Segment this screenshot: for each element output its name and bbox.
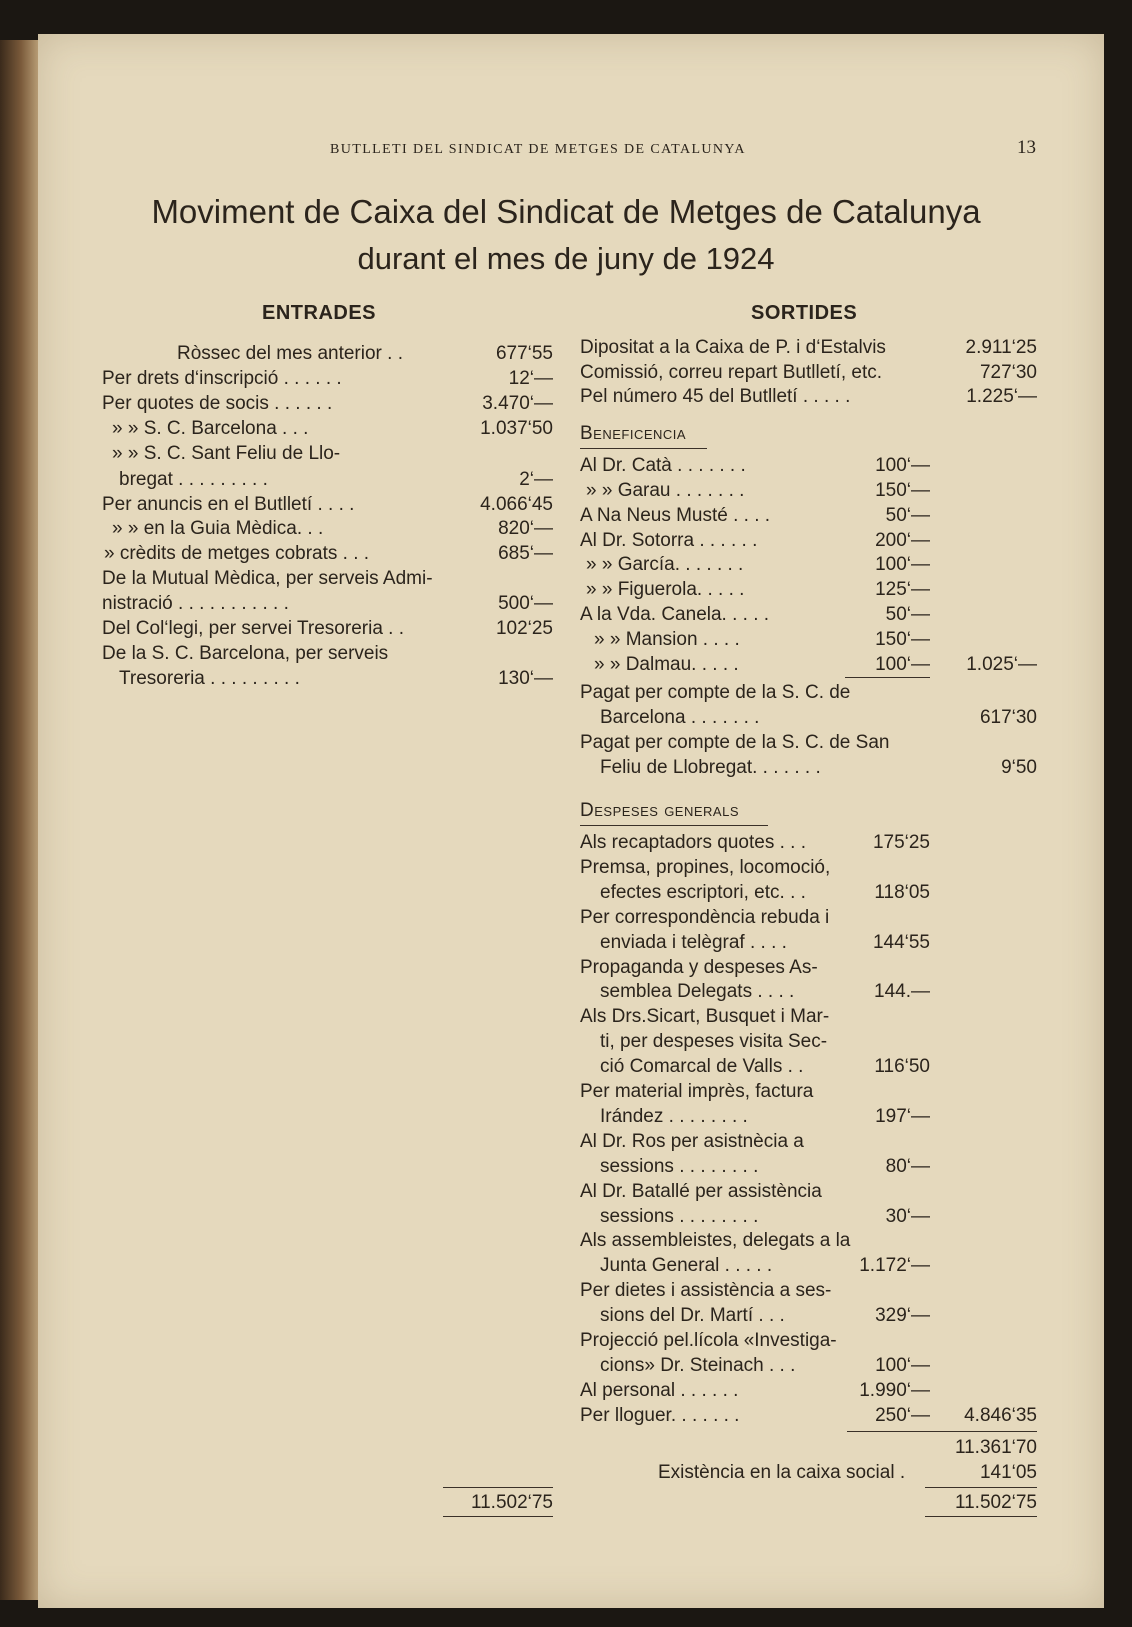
entrades-row-amount: 130‘—	[498, 668, 553, 689]
pagat-amount: 617‘30	[979, 707, 1037, 728]
despeses-row-amount: 80‘—	[885, 1155, 930, 1177]
beneficencia-row-amount: 50‘—	[885, 604, 930, 625]
despeses-row-amount: 100‘—	[875, 1354, 930, 1376]
entrades-row-amount: 685‘—	[498, 543, 553, 564]
entrades-total-underline	[443, 1516, 553, 1517]
despeses-row-amount: 175‘25	[872, 832, 930, 853]
entrades-row-label: De la S. C. Barcelona, per serveis	[102, 643, 389, 664]
despeses-row-amount: 329‘—	[875, 1305, 930, 1327]
entrades-row-label: » » S. C. Sant Feliu de Llo-	[112, 443, 341, 464]
entrades-row-label: bregat . . . . . . . . .	[119, 469, 268, 490]
despeses-total: 4.846‘35	[964, 1404, 1037, 1426]
despeses-row-label: sions del Dr. Martí . . .	[600, 1305, 785, 1327]
beneficencia-row-label: » » Garau . . . . . . .	[586, 480, 745, 501]
beneficencia-row-label: » » García. . . . . . .	[586, 554, 744, 575]
despeses-row-label: sessions . . . . . . . .	[600, 1205, 759, 1227]
entrades-row-label: Per quotes de socis . . . . . .	[102, 393, 333, 414]
beneficencia-heading: Beneficencia	[580, 423, 687, 444]
sortides-row-amount: 727‘30	[979, 362, 1037, 383]
entrades-row-amount: 12‘—	[508, 368, 553, 389]
pagat-line: Pagat per compte de la S. C. de San	[580, 732, 890, 753]
entrades-row-label: Ròssec del mes anterior . .	[177, 343, 403, 364]
despeses-row-label: Per material imprès, factura	[580, 1081, 814, 1102]
sortides-row-label: Comissió, correu repart Butlletí, etc.	[580, 362, 882, 383]
existencia-label: Existència en la caixa social .	[658, 1462, 906, 1483]
despeses-row-label: Propaganda y despeses As-	[580, 956, 818, 978]
despeses-row-label: sessions . . . . . . . .	[600, 1155, 759, 1177]
existencia-amount: 141‘05	[979, 1462, 1037, 1483]
pagat-amount: 9‘50	[1001, 757, 1037, 778]
beneficencia-row-amount: 100‘—	[875, 554, 930, 575]
beneficencia-row-amount: 100‘—	[875, 654, 930, 675]
despeses-heading: Despeses generals	[580, 800, 739, 821]
running-header: BUTLLETI DEL SINDICAT DE METGES DE CATALUNYA	[330, 142, 746, 157]
despeses-row-amount: 1.172‘—	[859, 1255, 930, 1277]
entrades-row-amount: 3.470‘—	[482, 393, 553, 414]
despeses-row-label: semblea Delegats . . . .	[600, 981, 795, 1003]
entrades-row-amount: 2‘—	[519, 469, 553, 490]
beneficencia-row-amount: 100‘—	[875, 455, 930, 476]
sortides-total-underline	[925, 1516, 1037, 1517]
despeses-heading-rule	[580, 825, 768, 826]
beneficencia-row-label: A Na Neus Musté . . . .	[580, 505, 771, 526]
entrades-row-label: » » S. C. Barcelona . . .	[112, 418, 309, 439]
beneficencia-row-label: A la Vda. Canela. . . . .	[580, 604, 770, 625]
beneficencia-heading-rule	[580, 448, 707, 449]
beneficencia-subtotal-rule	[845, 677, 930, 678]
despeses-row-amount: 144‘55	[872, 931, 930, 953]
entrades-row-amount: 4.066‘45	[480, 494, 553, 515]
entrades-row-label: De la Mutual Mèdica, per serveis Admi-	[102, 568, 433, 589]
beneficencia-row-amount: 150‘—	[875, 480, 930, 501]
despeses-row-label: Junta General . . . . .	[600, 1255, 773, 1277]
entrades-row-amount: 820‘—	[498, 518, 553, 539]
page-number: 13	[1017, 137, 1036, 158]
despeses-row-label: Per dietes i assistència a ses-	[580, 1280, 832, 1302]
entrades-row-amount: 677‘55	[495, 343, 553, 364]
sortides-row-label: Pel número 45 del Butlletí . . . . .	[580, 386, 851, 407]
pagat-line: Barcelona . . . . . . .	[600, 707, 760, 728]
despeses-row-amount: 1.990‘—	[859, 1379, 930, 1401]
despeses-row-label: Al Dr. Ros per asistnècia a	[580, 1130, 804, 1152]
despeses-row-label: ti, per despeses visita Sec-	[600, 1031, 828, 1053]
despeses-row-label: Irández . . . . . . . .	[600, 1105, 748, 1127]
entrades-row-label: Del Col‘legi, per servei Tresoreria . .	[102, 618, 404, 639]
despeses-row-amount: 144.—	[874, 981, 930, 1003]
despeses-row-label: Projecció pel.lícola «Investiga-	[580, 1330, 837, 1351]
pagat-line: Pagat per compte de la S. C. de	[580, 682, 851, 703]
despeses-row-amount: 197‘—	[875, 1105, 930, 1127]
despeses-row-label: Al Dr. Batallé per assistència	[580, 1180, 822, 1202]
beneficencia-row-amount: 200‘—	[875, 530, 930, 551]
despeses-row-amount: 118‘05	[874, 881, 930, 903]
entrades-row-label: » crèdits de metges cobrats . . .	[104, 543, 370, 564]
sortides-subtotal-rule	[847, 1431, 1037, 1432]
despeses-row-amount: 250‘—	[875, 1404, 930, 1426]
beneficencia-row-label: » » Dalmau. . . . .	[594, 654, 739, 675]
despeses-row-label: Als assembleistes, delegats a la	[580, 1230, 851, 1252]
despeses-row-amount: 116‘50	[874, 1056, 930, 1078]
pagat-line: Feliu de Llobregat. . . . . . .	[600, 757, 821, 778]
document-subtitle: durant el mes de juny de 1924	[357, 241, 775, 276]
beneficencia-row-amount: 50‘—	[885, 505, 930, 526]
entrades-row-amount: 500‘—	[498, 593, 553, 614]
despeses-row-label: Als recaptadors quotes . . .	[580, 832, 807, 853]
beneficencia-row-amount: 125‘—	[875, 579, 930, 600]
sortides-total-rule	[925, 1487, 1037, 1488]
despeses-row-amount: 30‘—	[885, 1205, 930, 1227]
sortides-grand-total: 11.502‘75	[954, 1492, 1037, 1513]
despeses-row-label: cions» Dr. Steinach . . .	[600, 1354, 796, 1376]
document-title: Moviment de Caixa del Sindicat de Metges de Catalunya	[151, 193, 981, 230]
entrades-total: 11.502‘75	[470, 1492, 553, 1513]
entrades-row-label: » » en la Guia Mèdica. . .	[112, 518, 324, 539]
despeses-row-label: Per lloguer. . . . . . .	[580, 1404, 740, 1426]
entrades-total-rule	[443, 1487, 553, 1488]
sortides-subtotal: 11.361‘70	[954, 1437, 1037, 1458]
entrades-row-label: Tresoreria . . . . . . . . .	[119, 668, 300, 689]
beneficencia-row-label: Al Dr. Catà . . . . . . .	[580, 455, 746, 476]
sortides-heading: SORTIDES	[751, 302, 858, 324]
entrades-row-amount: 1.037‘50	[480, 418, 553, 439]
sortides-row-label: Dipositat a la Caixa de P. i d‘Estalvis	[580, 337, 886, 358]
entrades-row-label: Per anuncis en el Butlletí . . . .	[102, 494, 355, 515]
beneficencia-row-label: Al Dr. Sotorra . . . . . .	[580, 530, 758, 551]
entrades-row-amount: 102‘25	[495, 618, 553, 639]
despeses-row-label: Al personal . . . . . .	[580, 1379, 739, 1401]
entrades-heading: ENTRADES	[262, 302, 377, 324]
entrades-row-label: nistració . . . . . . . . . . .	[102, 593, 289, 614]
entrades-row-label: Per drets d‘inscripció . . . . . .	[102, 368, 342, 389]
beneficencia-row-label: » » Mansion . . . .	[594, 629, 740, 650]
despeses-row-label: ció Comarcal de Valls . .	[600, 1056, 804, 1078]
beneficencia-row-amount: 150‘—	[875, 629, 930, 650]
despeses-row-label: Per correspondència rebuda i	[580, 906, 830, 928]
despeses-row-label: efectes escriptori, etc. . .	[600, 881, 806, 903]
beneficencia-row-label: » » Figuerola. . . . .	[586, 579, 745, 600]
sortides-row-amount: 2.911‘25	[965, 337, 1037, 358]
despeses-row-label: Premsa, propines, locomoció,	[580, 856, 831, 878]
despeses-row-label: enviada i telègraf . . . .	[600, 931, 787, 953]
beneficencia-total: 1.025‘—	[966, 654, 1037, 675]
despeses-row-label: Als Drs.Sicart, Busquet i Mar-	[580, 1006, 830, 1028]
sortides-row-amount: 1.225‘—	[966, 386, 1037, 407]
